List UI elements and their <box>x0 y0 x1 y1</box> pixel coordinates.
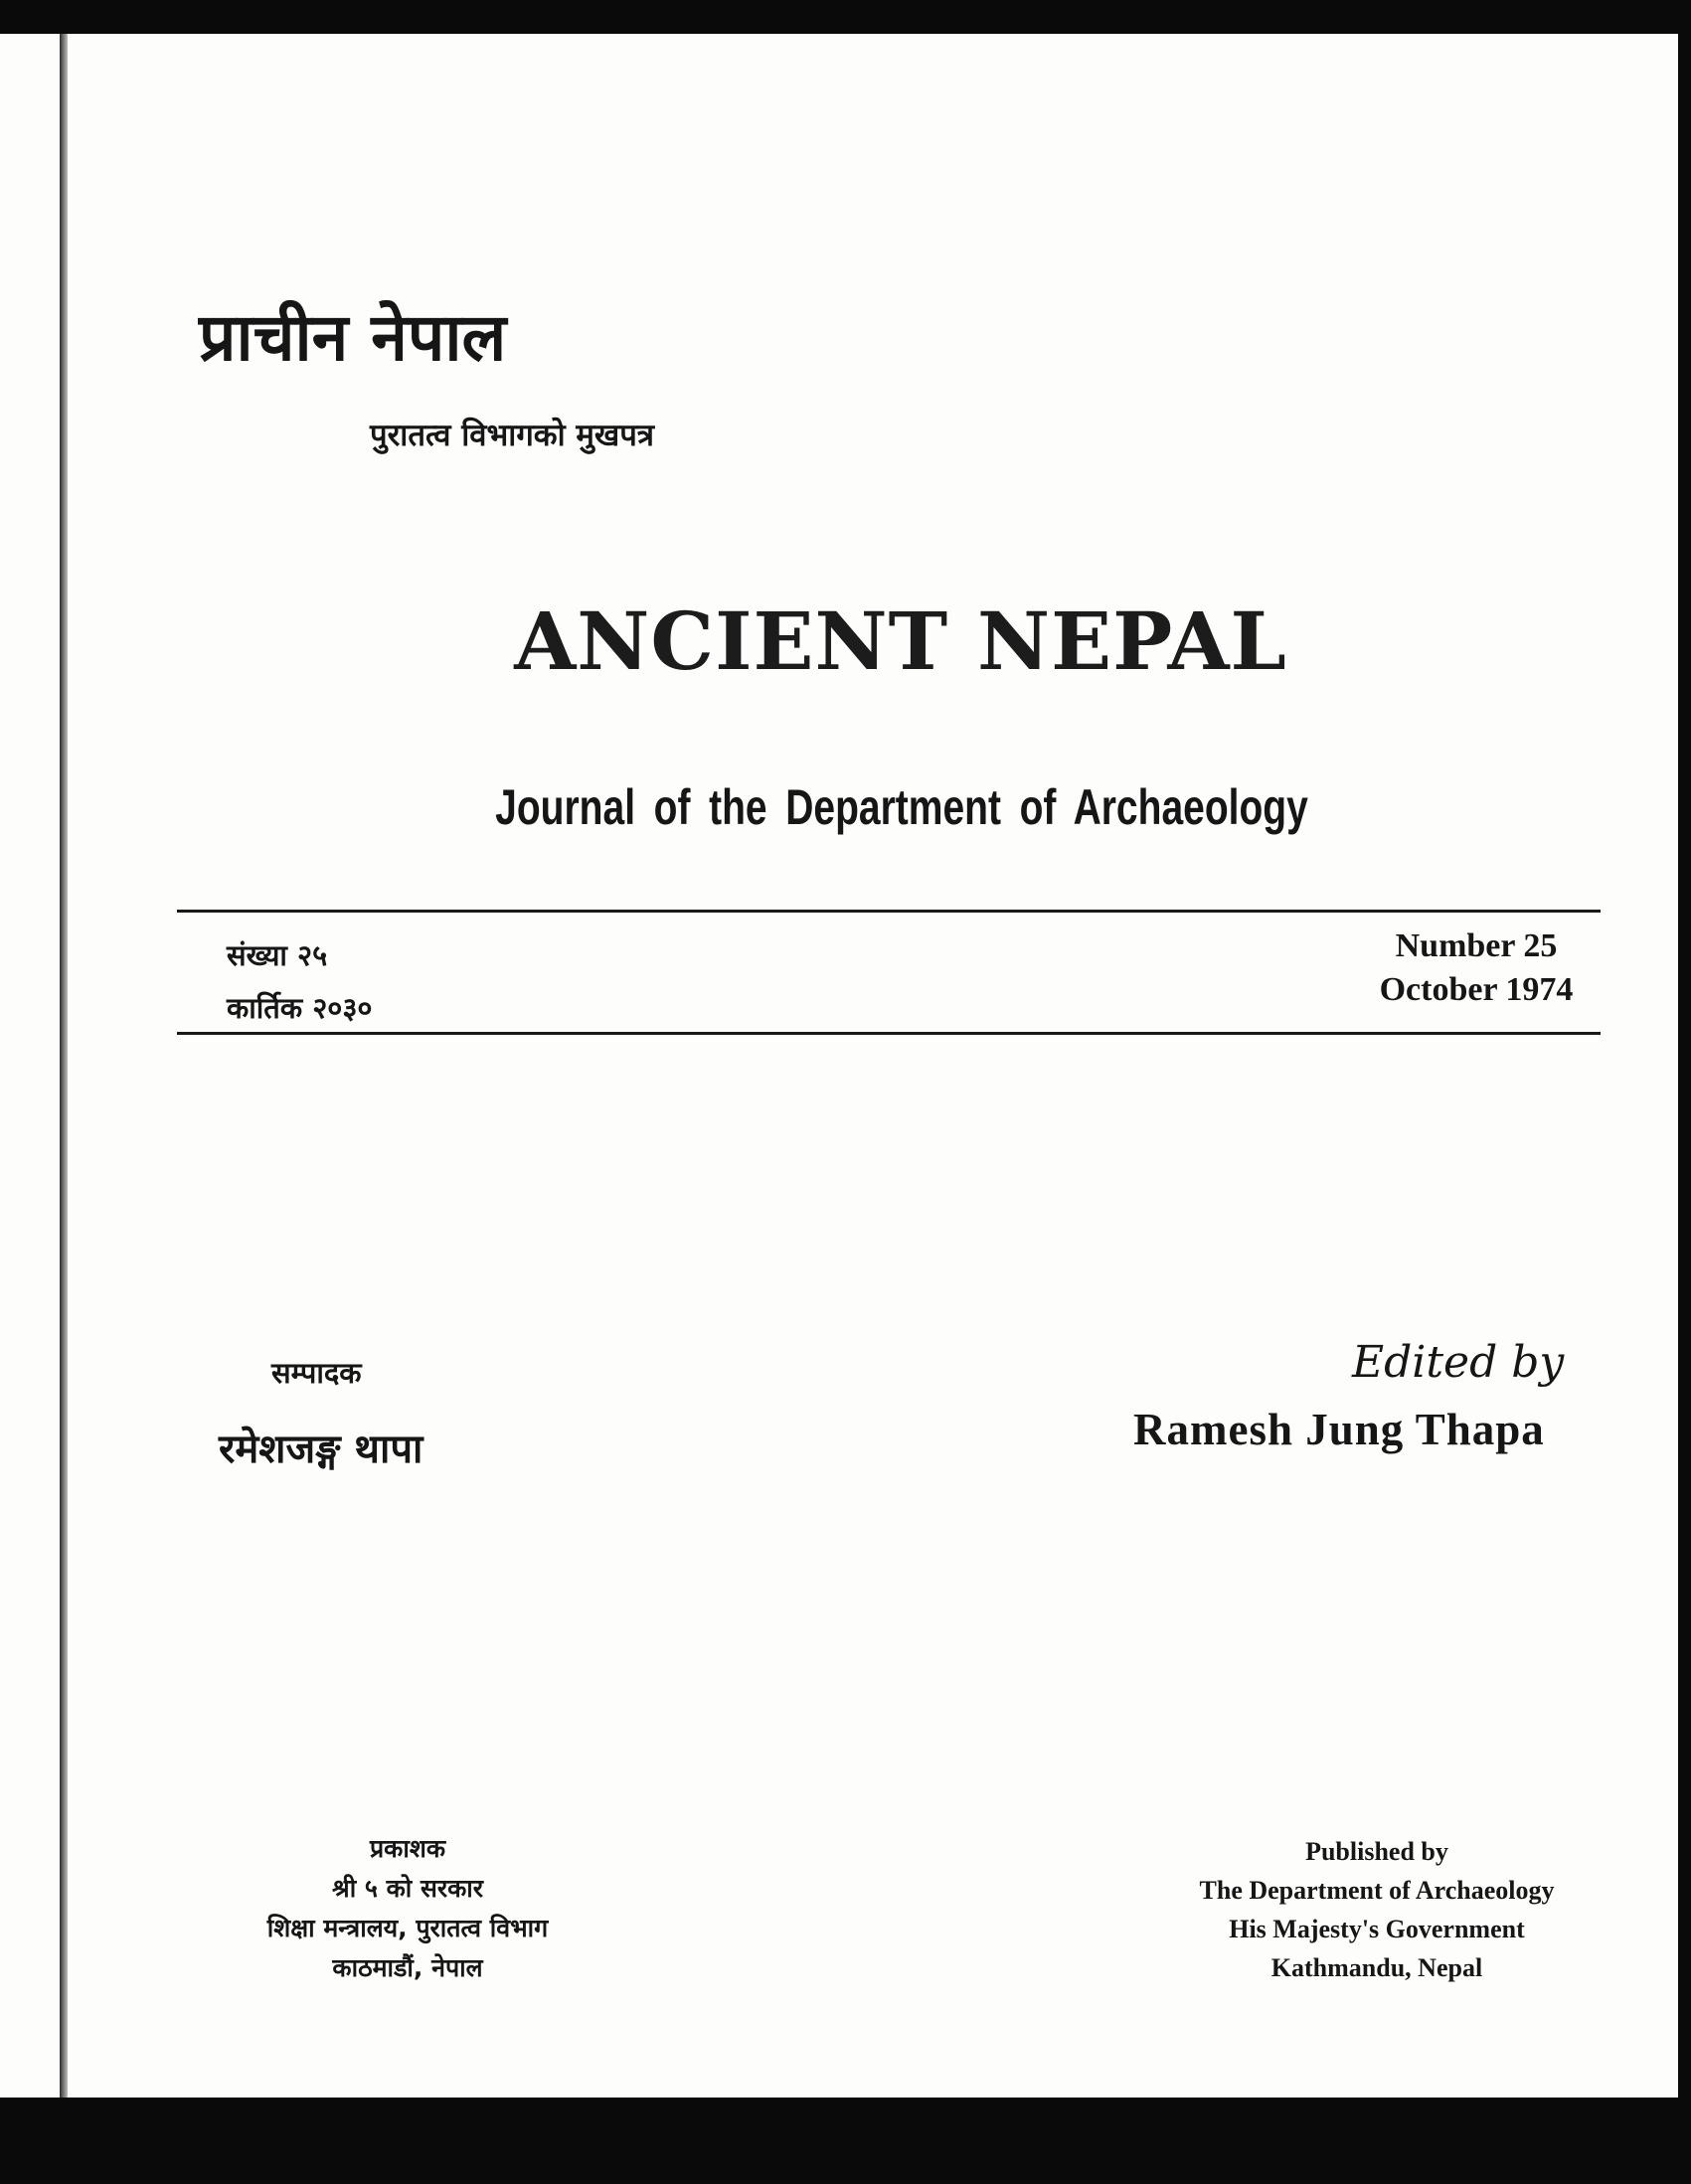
devanagari-publisher-line: काठमाडौं, नेपाल <box>332 1953 483 1982</box>
editor-label: Edited by <box>1352 1337 1565 1388</box>
publisher-line: Kathmandu, Nepal <box>1270 1953 1483 1982</box>
scan-spine-edge <box>60 34 68 2098</box>
devanagari-publisher-line: प्रकाशक <box>369 1834 446 1863</box>
scan-border-top <box>0 0 1691 34</box>
journal-subtitle: Journal of the Department of Archaeology <box>495 779 1308 835</box>
devanagari-issue-number: संख्या २५ <box>227 938 328 972</box>
scan-border-right <box>1678 0 1691 2184</box>
editor-name: Ramesh Jung Thapa <box>1133 1405 1545 1454</box>
scan-border-bottom <box>0 2098 1691 2184</box>
issue-number: Number 25 <box>1395 927 1558 964</box>
issue-date: October 1974 <box>1379 971 1574 1008</box>
publisher-line: The Department of Archaeology <box>1199 1876 1555 1905</box>
devanagari-issue-date: कार्तिक २०३० <box>227 991 373 1025</box>
publisher-block <box>1153 1832 1601 1987</box>
issue-rule-top <box>177 910 1601 913</box>
publisher-line: Published by <box>1305 1837 1448 1866</box>
devanagari-publisher-block <box>209 1829 606 1988</box>
issue-info <box>1342 924 1610 1012</box>
devanagari-journal-title: प्राचीन नेपाल <box>199 299 507 376</box>
devanagari-publisher-line: शिक्षा मन्त्रालय, पुरातत्व विभाग <box>266 1914 549 1942</box>
devanagari-publisher-line: श्री ५ को सरकार <box>332 1874 483 1903</box>
devanagari-editor-label: सम्पादक <box>271 1356 362 1390</box>
devanagari-editor-name: रमेशजङ्ग थापा <box>219 1427 423 1472</box>
devanagari-journal-subtitle: पुरातत्व विभागको मुखपत्र <box>370 418 655 453</box>
issue-rule-bottom <box>177 1032 1601 1035</box>
publisher-line: His Majesty's Government <box>1229 1915 1525 1943</box>
journal-title: ANCIENT NEPAL <box>514 594 1287 688</box>
